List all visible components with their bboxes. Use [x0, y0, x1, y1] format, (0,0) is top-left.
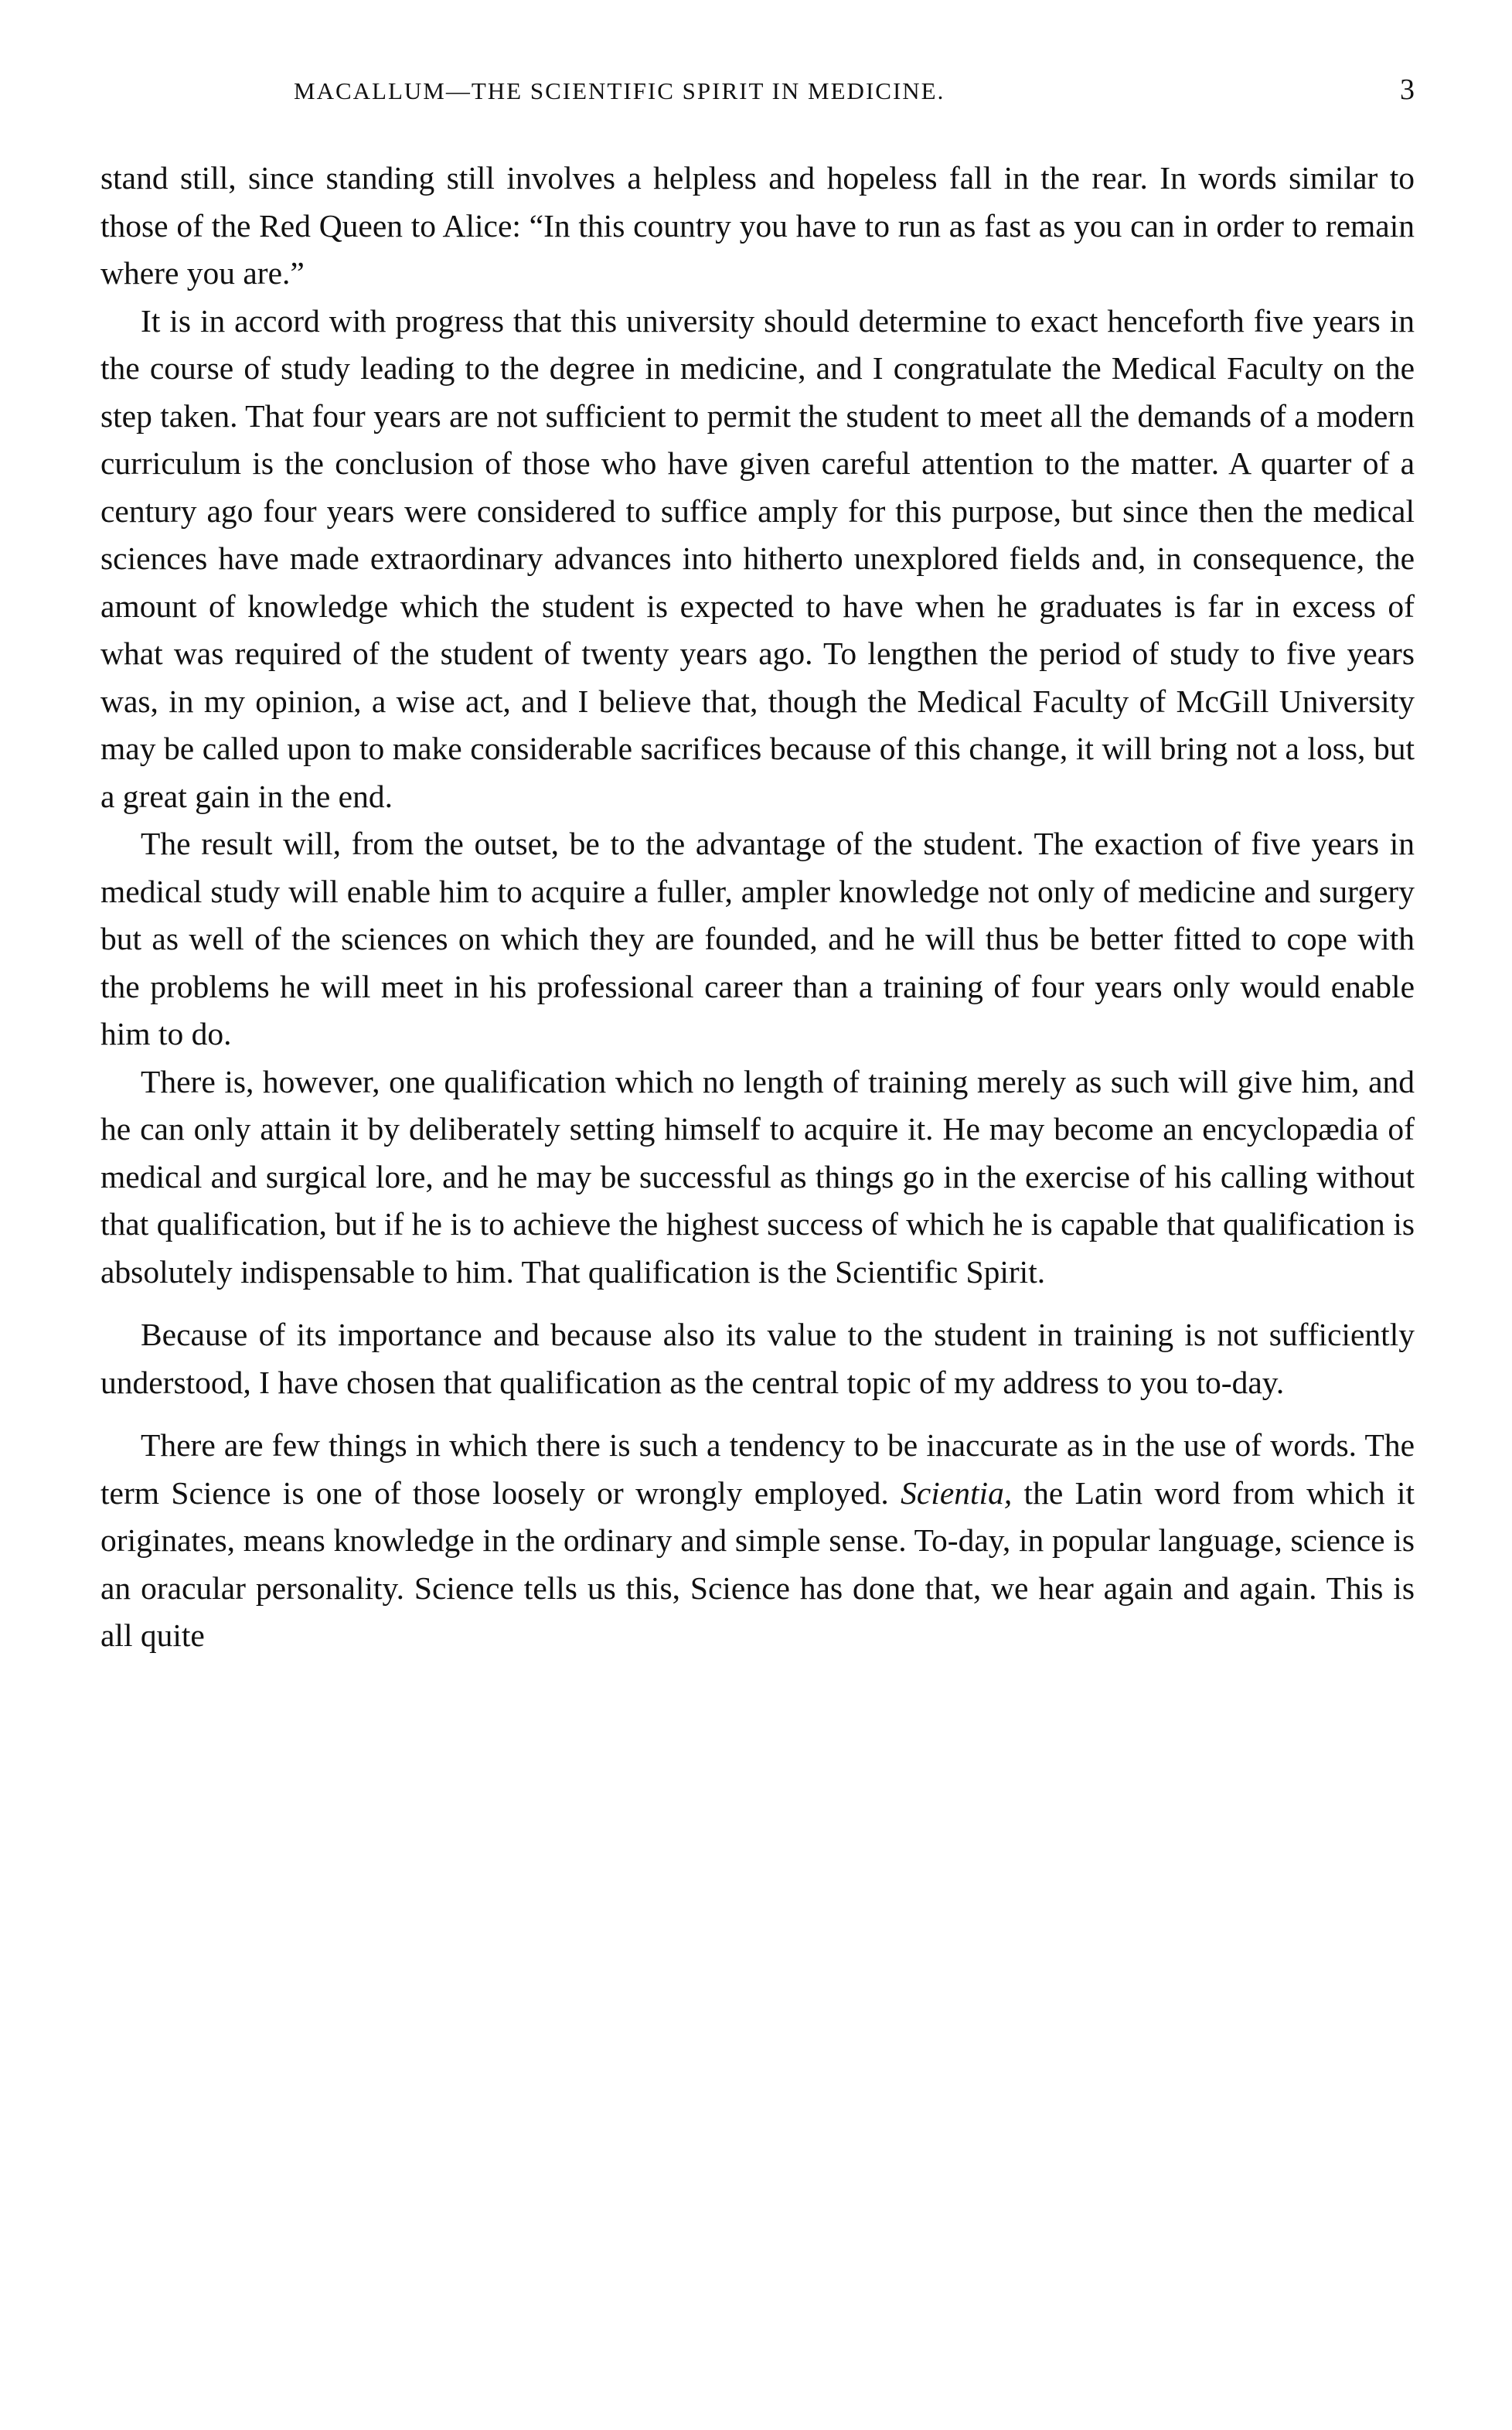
body-text: [100, 155, 1415, 1660]
page-number: 3: [1400, 73, 1415, 106]
running-title: MACALLUM—THE SCIENTIFIC SPIRIT IN MEDICINE.: [294, 77, 945, 104]
paragraph-qualification: There is, however, one qualification which no length of training merely as such will give him, and he can only attain it by deliberately setting himself to acquire it. He may become an encyclopædia of medical and surgical lore, and he may be successful as things go in the exercise of his calling without that qualification, but if he is to achieve the highest success of which he is capable that qualification is absolutely indispensable to him. That qualification is the Scientific Spirit.: [100, 1063, 1415, 1290]
paragraph-words-start: There are few things in which there is such a tendency to be inaccurate as in the use of words. The term Science is one of those loosely or wrongly employed.: [100, 1427, 1415, 1511]
paragraph-continuation: stand still, since standing still involves a helpless and hopeless fall in the rear. In words similar to those of the Red Queen to Alice: “In this country you have to run as fast as you can in order to remain where you are.”: [100, 160, 1415, 291]
paragraph-result: The result will, from the outset, be to the advantage of the student. The exaction of five years in medical study will enable him to acquire a fuller, ampler knowledge not only of medicine and surgery but as well of the sciences on which they are founded, and he will thus be better fitted to cope with the problems he will meet in his professional career than a training of four years only would enable him to do.: [100, 826, 1415, 1051]
paragraph-words-end: the Latin word from which it originates, means knowledge in the ordinary and simple sense. To-day, in popular language, science is an oracular personality. Science tells us this, Science has done that, we hear again and again. This is all quite: [100, 1474, 1415, 1653]
latin-word-scientia: Scientia,: [901, 1474, 1013, 1511]
running-head: [100, 73, 1415, 124]
paragraph-words: [100, 1422, 1415, 1660]
paragraph-progress: It is in accord with progress that this university should determine to exact henceforth five years in the course of study leading to the degree in medicine, and I congratulate the Medical Faculty on the step taken. That four years are not sufficient to permit the student to meet all the demands of a modern curriculum is the conclusion of those who have given careful attention to the matter. A quarter of a century ago four years were considered to suffice amply for this purpose, but since then the medical sciences have made extraordinary advances into hitherto unexplored fields and, in consequence, the amount of knowledge which the student is expected to have when he graduates is far in excess of what was required of the student of twenty years ago. To lengthen the period of study to five years was, in my opinion, a wise act, and I believe that, though the Medical Faculty of McGill University may be called upon to make considerable sacrifices because of this change, it will bring not a loss, but a great gain in the end.: [100, 302, 1415, 814]
book-page: [100, 73, 1415, 1660]
paragraph-importance: Because of its importance and because also its value to the student in training is not sufficiently understood, I have chosen that qualification as the central topic of my address to you to-day.: [100, 1317, 1415, 1400]
